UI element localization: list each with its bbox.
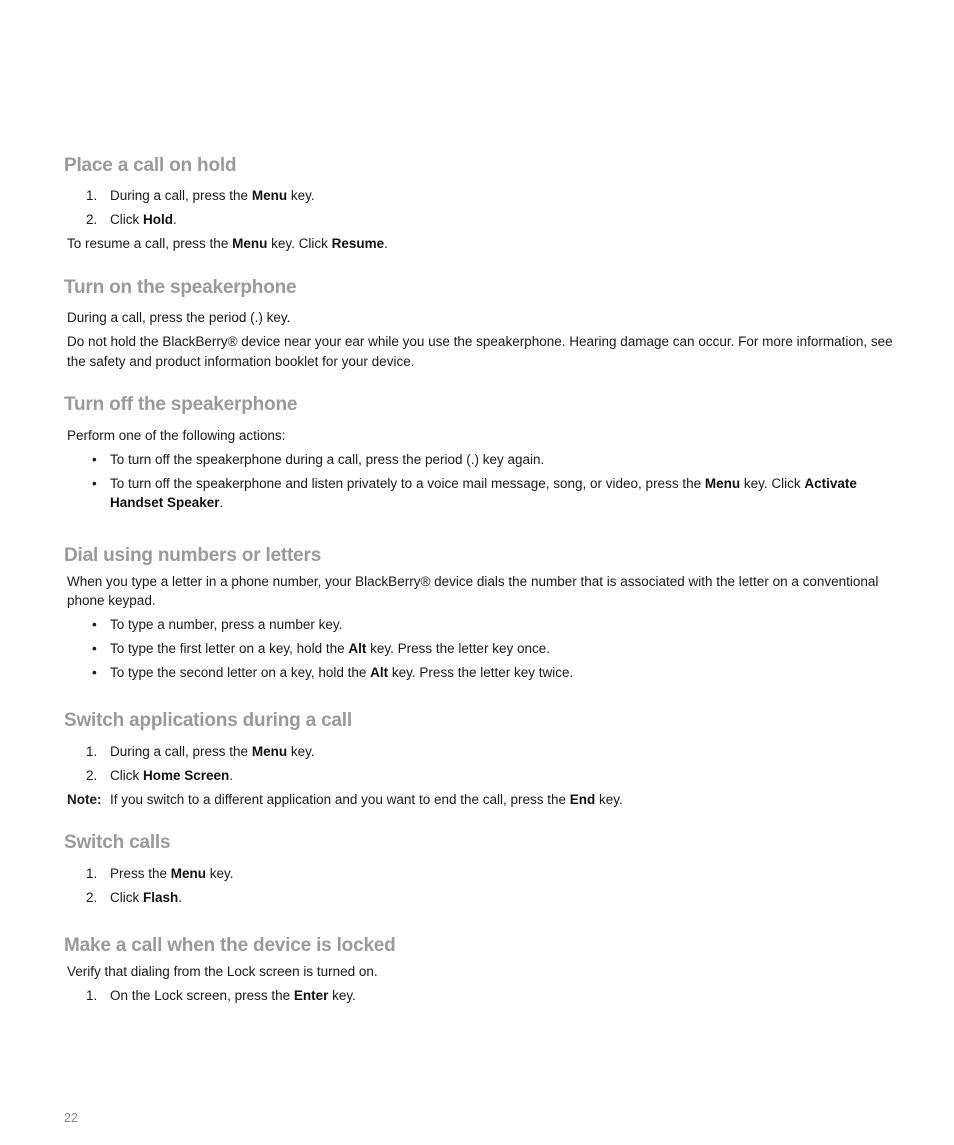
- step-1: [86, 864, 894, 883]
- step-text: Click Hold.: [110, 212, 177, 227]
- step-text: Press the Menu key.: [110, 866, 234, 881]
- bullet-icon: •: [92, 452, 97, 467]
- heading-switch-applications: Switch applications during a call: [64, 710, 352, 731]
- step-text: Click Flash.: [110, 890, 183, 905]
- step-text: During a call, press the Menu key.: [110, 744, 315, 759]
- heading-turn-on-speakerphone: Turn on the speakerphone: [64, 277, 297, 298]
- bullet-text: To type the first letter on a key, hold the Alt key. Press the letter key once.: [110, 641, 550, 656]
- step-text: During a call, press the Menu key.: [110, 188, 315, 203]
- heading-turn-off-speakerphone: Turn off the speakerphone: [64, 394, 298, 415]
- step-number: 1.: [86, 188, 98, 203]
- hearing-warning-text: Do not hold the BlackBerry® device near your ear while you use the speakerphone. Hearing damage can occur. For more information, see the safety and product information booklet for your device.: [67, 334, 893, 369]
- resume-call-text: To resume a call, press the Menu key. Click Resume.: [67, 236, 388, 251]
- speakerphone-on-text: During a call, press the period (.) key.: [67, 310, 291, 325]
- dial-intro-text: When you type a letter in a phone number, your BlackBerry® device dials the number that is associated with the letter on a conventional phone keypad.: [67, 574, 879, 608]
- step-number: 2.: [86, 768, 98, 783]
- bullet-item: [86, 474, 894, 512]
- bullet-icon: •: [92, 665, 97, 680]
- bullet-icon: •: [92, 641, 97, 656]
- heading-dial-numbers-letters: Dial using numbers or letters: [64, 545, 322, 566]
- bullet-item: [86, 450, 894, 469]
- bullet-item: [86, 663, 894, 682]
- heading-call-when-locked: Make a call when the device is locked: [64, 935, 396, 956]
- step-2: [86, 888, 894, 907]
- page-number: 22: [64, 1111, 78, 1125]
- step-text: Click Home Screen.: [110, 768, 234, 783]
- step-2: [86, 210, 894, 229]
- step-1: [86, 986, 894, 1005]
- bullet-item: [86, 639, 894, 658]
- bullet-icon: •: [92, 476, 97, 491]
- bullet-text: To type the second letter on a key, hold the Alt key. Press the letter key twice.: [110, 665, 574, 680]
- bullet-item: [86, 615, 894, 634]
- step-1: [86, 186, 894, 205]
- step-number: 2.: [86, 212, 98, 227]
- step-1: [86, 742, 894, 761]
- heading-switch-calls: Switch calls: [64, 832, 171, 853]
- note-text: If you switch to a different application and you want to end the call, press the End key.: [110, 792, 623, 807]
- step-text: On the Lock screen, press the Enter key.: [110, 988, 356, 1003]
- note-label: Note:: [67, 792, 102, 807]
- bullet-icon: •: [92, 617, 97, 632]
- step-number: 1.: [86, 988, 98, 1003]
- heading-place-call-on-hold: Place a call on hold: [64, 155, 237, 176]
- lock-screen-intro-text: Verify that dialing from the Lock screen is turned on.: [67, 964, 378, 979]
- bullet-text: To turn off the speakerphone during a call, press the period (.) key again.: [110, 452, 545, 467]
- actions-intro-text: Perform one of the following actions:: [67, 428, 286, 443]
- bullet-text: To type a number, press a number key.: [110, 617, 343, 632]
- step-number: 1.: [86, 744, 98, 759]
- bullet-text: To turn off the speakerphone and listen privately to a voice mail message, song, or video, press the Menu key. Click Activate Handset Speaker.: [110, 476, 857, 510]
- step-2: [86, 766, 894, 785]
- step-number: 1.: [86, 866, 98, 881]
- step-number: 2.: [86, 890, 98, 905]
